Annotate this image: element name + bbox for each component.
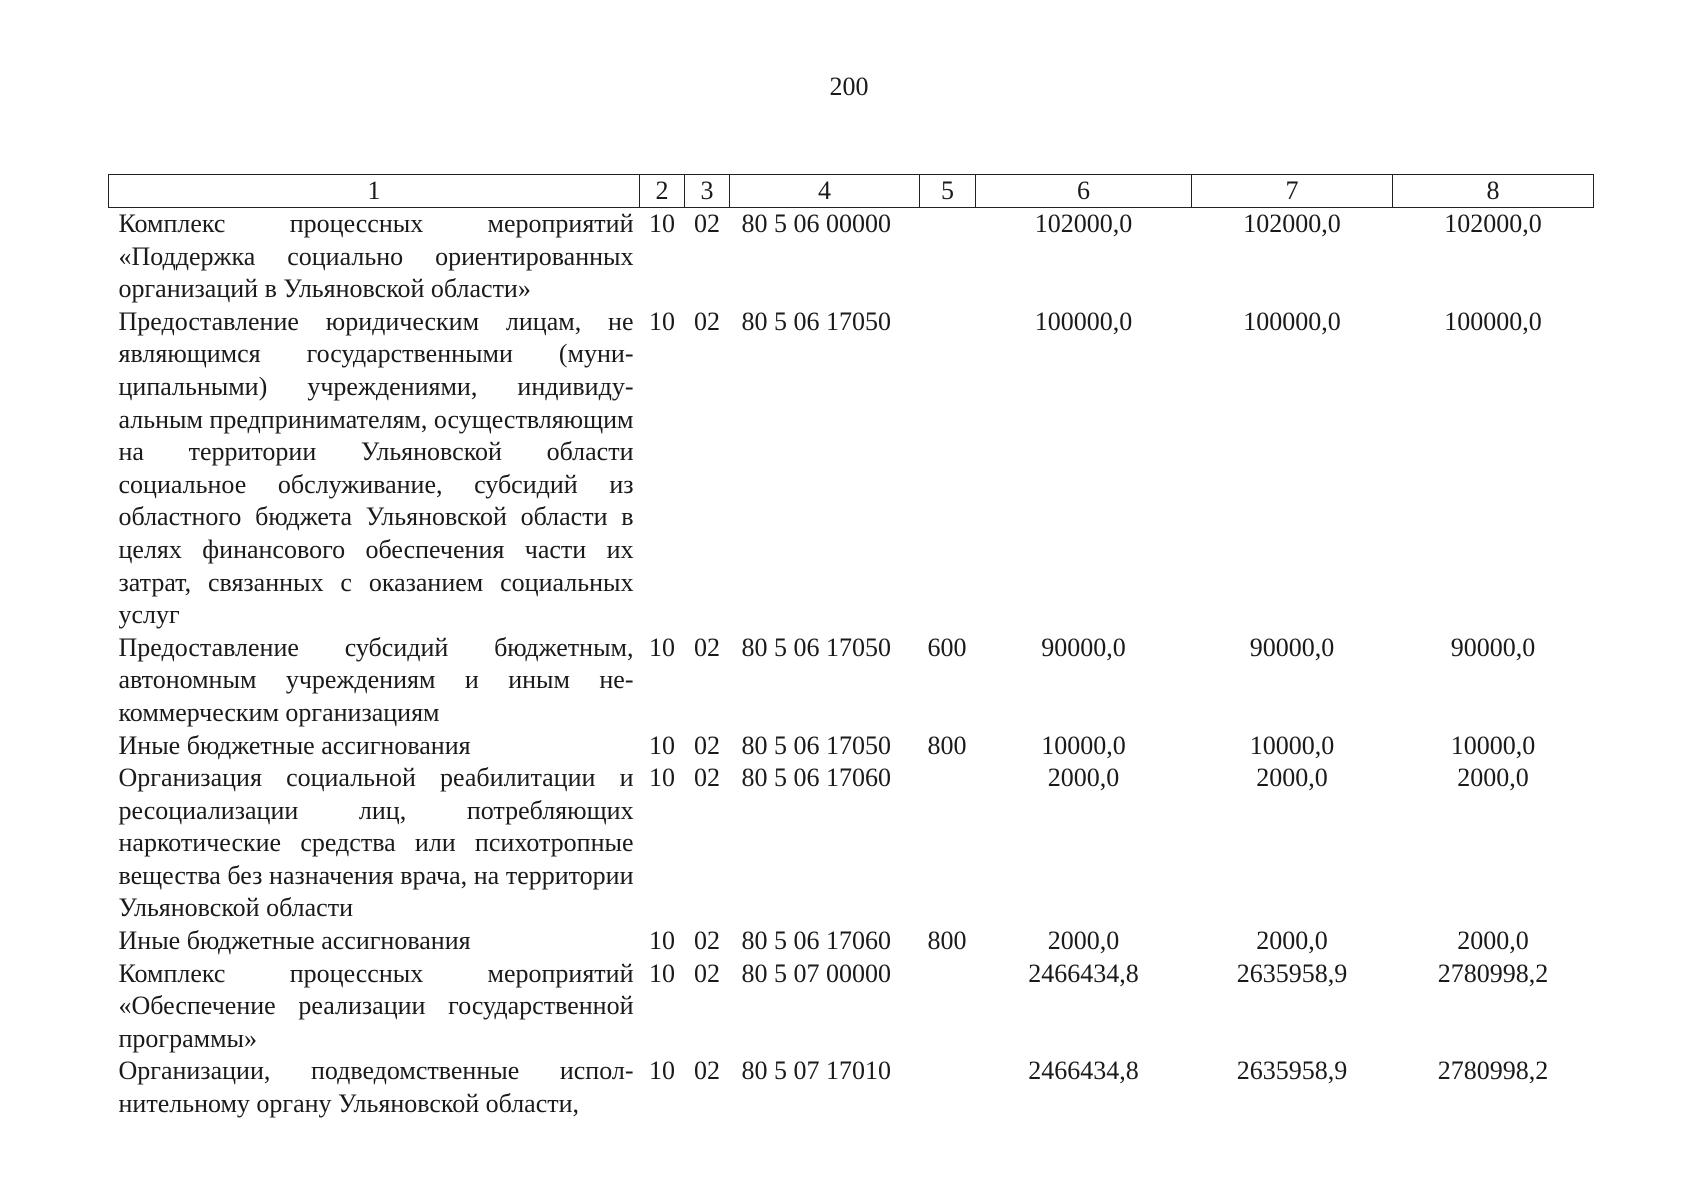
row-target-article: 80 5 06 17060: [741, 926, 891, 956]
table-row: [109, 762, 1594, 925]
row-name: Иные бюджетные ассигнования: [118, 926, 471, 956]
row-target-article: 80 5 06 17050: [741, 730, 891, 760]
row-amount-col6: 102000,0: [1034, 209, 1133, 238]
row-section: 10: [649, 1056, 675, 1086]
page-number: 200: [829, 72, 869, 101]
row-subsection: 02: [694, 958, 720, 988]
row-expense-type: [920, 762, 976, 925]
row-subsection: 02: [694, 1056, 720, 1086]
row-subsection: 02: [694, 632, 720, 662]
row-amount-col8: 2780998,2: [1437, 958, 1549, 988]
row-subsection: 02: [694, 926, 720, 956]
row-expense-type: [920, 306, 976, 632]
row-target-article: 80 5 07 00000: [741, 958, 891, 988]
budget-table: [108, 174, 1594, 1121]
row-amount-col7: 100000,0: [1243, 306, 1341, 336]
row-amount-col6: 2000,0: [1047, 926, 1120, 956]
table-body: [109, 208, 1594, 1121]
row-subsection: 02: [694, 306, 720, 336]
row-target-article: 80 5 07 17010: [741, 1056, 891, 1086]
table-row: [109, 632, 1594, 730]
row-amount-col7: 2000,0: [1256, 926, 1328, 956]
header-col-1: 1: [109, 175, 640, 208]
row-name: Организации, подведомственные исполнительному органу Ульяновской области,: [118, 1056, 634, 1119]
row-expense-type: 800: [927, 926, 967, 956]
table-row: [109, 925, 1594, 958]
row-target-article: 80 5 06 17050: [741, 306, 891, 336]
row-expense-type: 800: [927, 730, 967, 760]
row-name: Предоставление субсидий бюджетным, автономным учреждениям и иным некоммерческим организациям: [118, 632, 634, 727]
row-amount-col8: 102000,0: [1444, 209, 1542, 238]
row-target-article: 80 5 06 00000: [741, 209, 891, 238]
row-name: Комплекс процессных мероприятий «Обеспечение реализации государственной программы»: [118, 958, 634, 1053]
row-subsection: 02: [694, 209, 720, 238]
row-section: 10: [649, 306, 675, 336]
header-row: [109, 175, 1594, 208]
row-amount-col8: 10000,0: [1450, 730, 1536, 760]
row-name: Комплекс процессных мероприятий «Поддержка социально ориентированных организаций в Ульяновской области»: [118, 209, 634, 304]
row-expense-type: [920, 208, 976, 306]
row-amount-col7: 102000,0: [1243, 209, 1341, 238]
header-col-7: 7: [1192, 175, 1393, 208]
table-row: [109, 208, 1594, 306]
row-amount-col6: 2000,0: [1047, 763, 1120, 793]
table-row: [109, 730, 1594, 763]
table-row: [109, 306, 1594, 632]
row-target-article: 80 5 06 17060: [741, 763, 891, 793]
row-amount-col8: 2000,0: [1457, 926, 1529, 956]
row-section: 10: [649, 730, 675, 760]
row-amount-col8: 2780998,2: [1437, 1056, 1549, 1086]
row-section: 10: [649, 958, 675, 988]
row-amount-col8: 90000,0: [1450, 632, 1536, 662]
header-col-4: 4: [730, 175, 920, 208]
header-col-8: 8: [1393, 175, 1594, 208]
row-amount-col7: 2635958,9: [1236, 1056, 1348, 1086]
row-amount-col6: 10000,0: [1041, 730, 1126, 760]
row-section: 10: [649, 926, 675, 956]
row-section: 10: [649, 632, 675, 662]
row-expense-type: [920, 1055, 976, 1120]
row-amount-col6: 100000,0: [1034, 306, 1133, 336]
row-amount-col8: 100000,0: [1444, 306, 1542, 336]
row-amount-col7: 10000,0: [1249, 730, 1335, 760]
row-amount-col7: 2000,0: [1256, 763, 1328, 793]
row-amount-col6: 2466434,8: [1028, 958, 1139, 988]
table-header: [109, 175, 1594, 208]
row-subsection: 02: [694, 730, 720, 760]
row-amount-col6: 2466434,8: [1028, 1056, 1139, 1086]
row-name: Предоставление юридическим лицам, не являющимся государственными (муниципальными) учреждениями, индивидуальным предпринимателям, осуществляющим на территории Ульяновской области социальное обслуживание, субсидий из областного бюджета Ульяновской области в целях финансового обеспечения части их затрат, связанных с оказанием социальных услуг: [118, 306, 634, 630]
row-expense-type: [920, 958, 976, 1056]
row-amount-col7: 90000,0: [1249, 632, 1335, 662]
table-row: [109, 958, 1594, 1056]
row-name: Организация социальной реабилитации и ресоциализации лиц, потребляющих наркотические средства или психотропные вещества без назначения врача, на территории Ульяновской области: [118, 763, 634, 923]
row-amount-col6: 90000,0: [1041, 632, 1126, 662]
row-subsection: 02: [694, 763, 720, 793]
row-section: 10: [649, 209, 675, 238]
row-expense-type: 600: [927, 632, 967, 662]
header-col-3: 3: [685, 175, 730, 208]
header-col-5: 5: [920, 175, 976, 208]
row-section: 10: [649, 763, 675, 793]
header-col-2: 2: [640, 175, 685, 208]
header-col-6: 6: [976, 175, 1192, 208]
row-target-article: 80 5 06 17050: [741, 632, 891, 662]
row-amount-col8: 2000,0: [1457, 763, 1529, 793]
table-row: [109, 1055, 1594, 1120]
row-name: Иные бюджетные ассигнования: [118, 730, 471, 760]
row-amount-col7: 2635958,9: [1236, 958, 1348, 988]
